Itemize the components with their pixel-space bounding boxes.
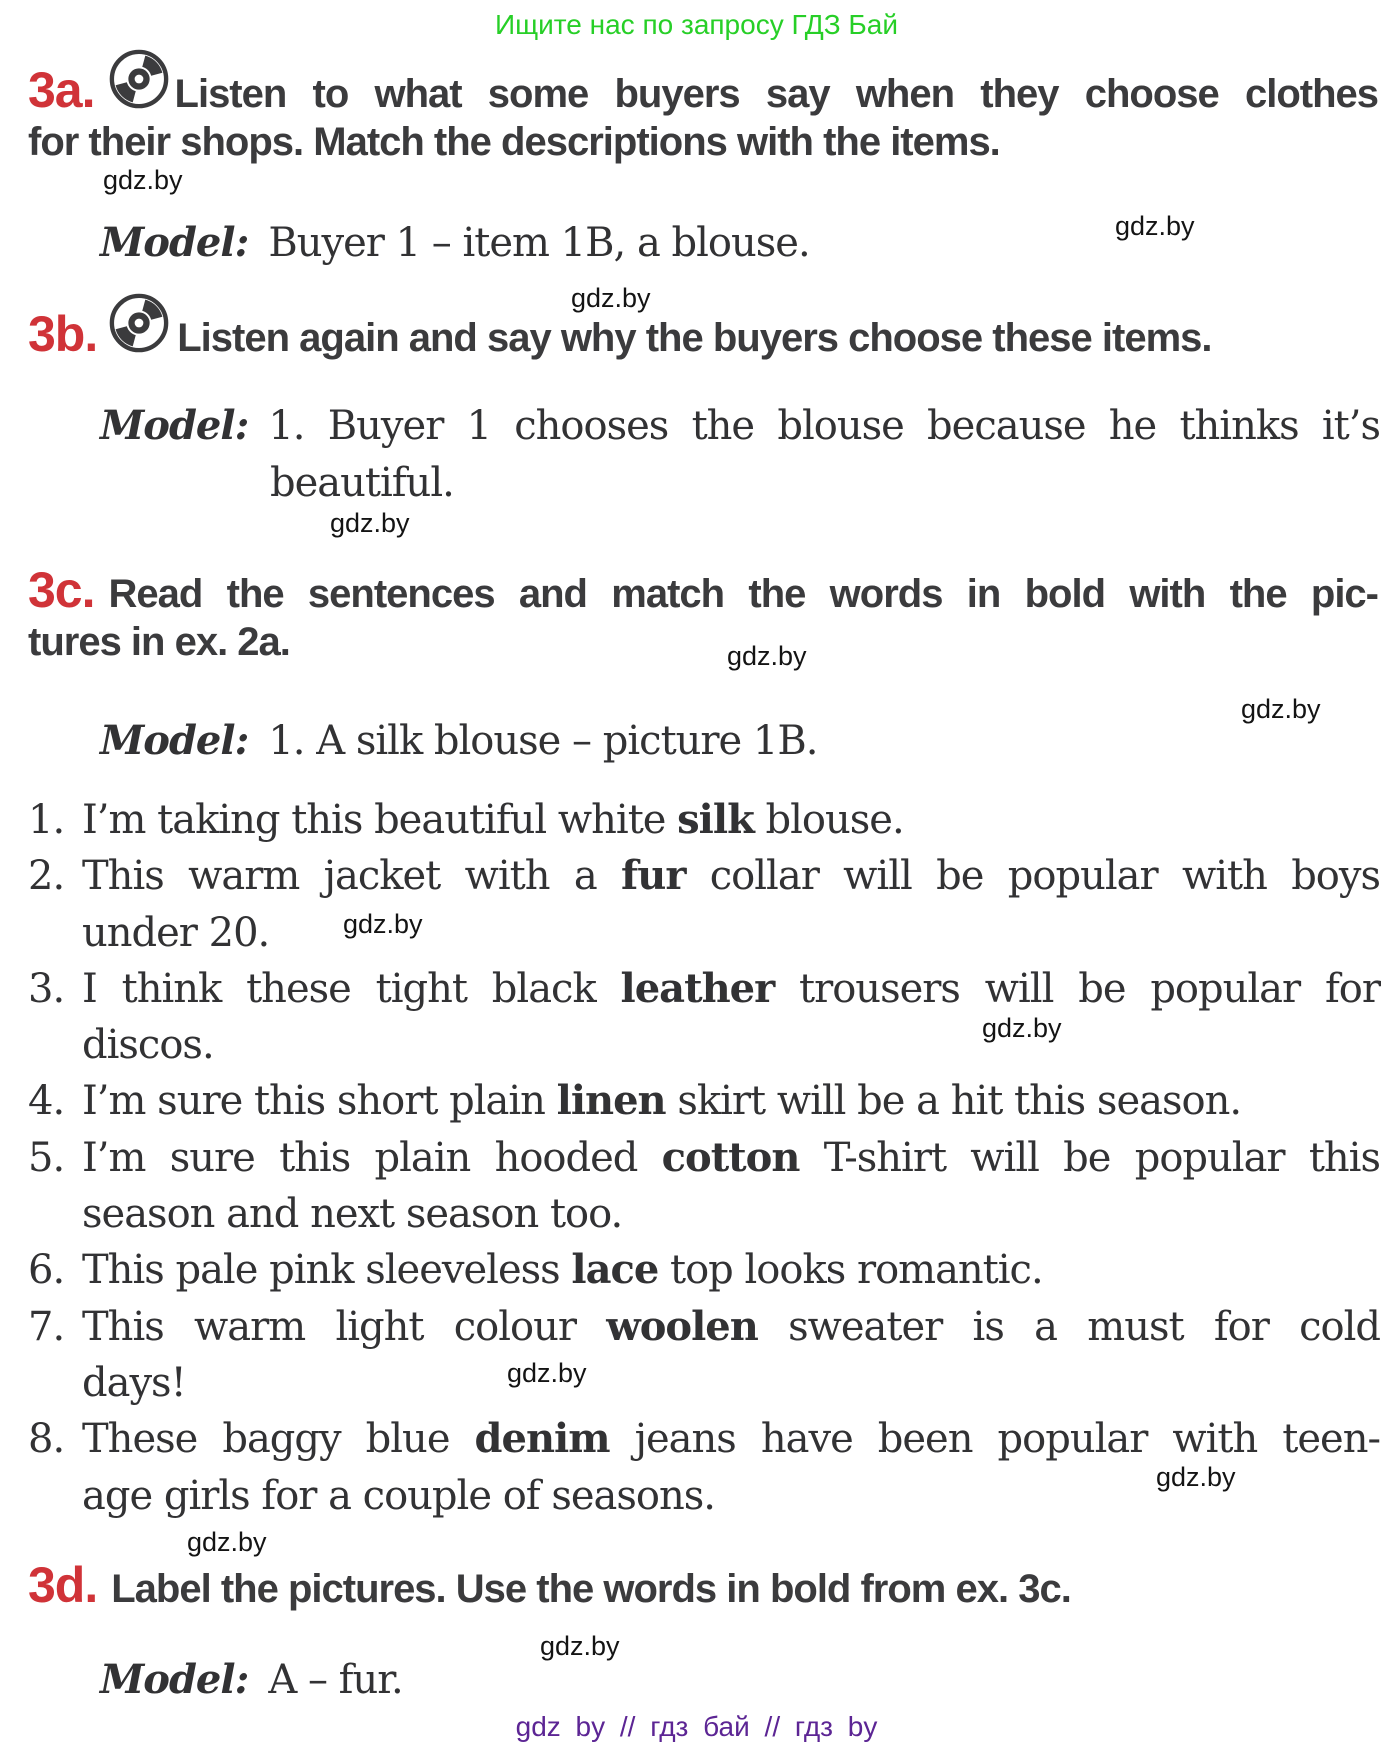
exercise-3c-heading bbox=[28, 562, 1378, 666]
heading-text: Label the pictures. Use the words in bold from ex. 3c. bbox=[111, 1567, 1071, 1611]
model-text: Buyer 1 – item 1B, a blouse. bbox=[268, 220, 810, 266]
audio-disc-icon bbox=[108, 48, 170, 110]
sentence-number: 7. bbox=[28, 1303, 65, 1350]
gdz-watermark: gdz.by bbox=[1156, 1462, 1236, 1492]
exercise-3b-heading bbox=[28, 306, 1378, 362]
gdz-watermark: gdz.by bbox=[343, 909, 423, 939]
gdz-watermark: gdz.by bbox=[571, 283, 651, 313]
gdz-watermark: gdz.by bbox=[507, 1358, 587, 1388]
sentence-text: top looks romantic. bbox=[658, 1247, 1043, 1294]
sentence-line bbox=[82, 848, 1380, 904]
sentence-item bbox=[28, 1130, 1380, 1243]
bold-word: silk bbox=[677, 796, 754, 843]
top-banner: Ищите нас по запросу ГДЗ Бай bbox=[494, 9, 899, 40]
heading-text: Listen to what some buyers say when they choose clothes bbox=[174, 72, 1378, 116]
heading-text: tures in ex. 2a. bbox=[28, 620, 290, 664]
sentence-line bbox=[82, 961, 1380, 1017]
sentence-number: 5. bbox=[28, 1134, 65, 1181]
sentence-item bbox=[28, 848, 1380, 961]
exercise-3d-heading bbox=[28, 1557, 1378, 1613]
model-text: 1. A silk blouse – picture 1B. bbox=[268, 718, 818, 764]
sentence-text: skirt will be a hit this season. bbox=[665, 1078, 1242, 1125]
sentence-line bbox=[82, 1355, 1380, 1411]
sentence-text: blouse. bbox=[753, 797, 904, 843]
model-example-3b bbox=[100, 397, 1380, 512]
bold-word: denim bbox=[474, 1415, 610, 1463]
model-text: 1. Buyer 1 chooses the blouse because he thinks it’s bbox=[268, 403, 1380, 449]
gdz-watermark: gdz.by bbox=[103, 165, 183, 195]
sentence-line bbox=[82, 1130, 1380, 1186]
exercise-number-3b: 3b. bbox=[28, 306, 98, 362]
exercise-number-3a: 3a. bbox=[28, 62, 95, 118]
sentence-number: 8. bbox=[28, 1416, 65, 1463]
sentence-line bbox=[82, 792, 1380, 848]
model-label: Model: bbox=[100, 219, 249, 266]
sentence-text: season and next season too. bbox=[82, 1191, 623, 1238]
sentence-text: This warm jacket with a bbox=[82, 853, 622, 900]
sentence-text: This warm light colour bbox=[82, 1303, 607, 1350]
gdz-watermark: gdz.by bbox=[1241, 694, 1321, 724]
sentence-text: jeans have been popular with teen- bbox=[609, 1416, 1380, 1463]
model-example-3c bbox=[100, 712, 1380, 770]
heading-text: for their shops. Match the descriptions with the items. bbox=[28, 120, 1000, 164]
sentence-number: 4. bbox=[28, 1078, 65, 1125]
gdz-watermark: gdz.by bbox=[982, 1013, 1062, 1043]
bottom-banner: gdz by // гдз бай // гдз by bbox=[515, 1711, 878, 1742]
bold-word: fur bbox=[621, 852, 686, 900]
model-label: Model: bbox=[100, 402, 249, 449]
model-text: beautiful. bbox=[270, 460, 454, 506]
sentence-number: 3. bbox=[28, 965, 65, 1012]
sentence-text: I’m taking this beautiful white bbox=[82, 797, 678, 843]
sentence-item bbox=[28, 1299, 1380, 1412]
sentence-item bbox=[28, 792, 1380, 848]
sentence-text: discos. bbox=[82, 1022, 214, 1069]
sentence-text: sweater is a must for cold bbox=[757, 1303, 1381, 1350]
sentence-item bbox=[28, 961, 1380, 1074]
gdz-watermark: gdz.by bbox=[727, 641, 807, 671]
sentence-line bbox=[82, 1073, 1380, 1129]
sentence-text: collar will be popular with boys bbox=[685, 853, 1381, 900]
sentence-line bbox=[82, 1242, 1380, 1298]
gdz-watermark: gdz.by bbox=[540, 1631, 620, 1661]
sentence-text: trousers will be popular for bbox=[774, 965, 1380, 1012]
sentence-text: These baggy blue bbox=[82, 1416, 475, 1463]
sentence-line bbox=[82, 1411, 1380, 1467]
sentence-line bbox=[82, 905, 1380, 961]
sentence-text: I think these tight black bbox=[82, 965, 621, 1012]
bold-word: leather bbox=[620, 964, 775, 1012]
model-example-3d bbox=[100, 1651, 1380, 1709]
heading-text: Listen again and say why the buyers choose these items. bbox=[177, 316, 1212, 360]
model-label: Model: bbox=[100, 717, 249, 764]
sentence-text: I’m sure this plain hooded bbox=[82, 1134, 662, 1181]
sentence-text: This pale pink sleeveless bbox=[82, 1247, 572, 1294]
exercise-3a-heading bbox=[28, 62, 1378, 166]
gdz-watermark: gdz.by bbox=[330, 508, 410, 538]
sentence-list bbox=[28, 792, 1380, 1524]
exercise-number-3d: 3d. bbox=[28, 1557, 98, 1613]
sentence-text: age girls for a couple of seasons. bbox=[82, 1472, 715, 1519]
exercise-number-3c: 3c. bbox=[28, 562, 95, 618]
sentence-text: days! bbox=[82, 1359, 186, 1406]
bold-word: lace bbox=[571, 1246, 659, 1294]
model-label: Model: bbox=[100, 1656, 249, 1703]
sentence-line bbox=[82, 1299, 1380, 1355]
sentence-number: 2. bbox=[28, 853, 65, 900]
sentence-text: T-shirt will be popular this bbox=[799, 1134, 1380, 1181]
gdz-watermark: gdz.by bbox=[1115, 211, 1195, 241]
bold-word: cotton bbox=[661, 1133, 800, 1181]
bold-word: woolen bbox=[606, 1302, 758, 1350]
gdz-watermark: gdz.by bbox=[187, 1527, 267, 1557]
model-text: A – fur. bbox=[268, 1657, 403, 1703]
sentence-item bbox=[28, 1242, 1380, 1298]
sentence-number: 1. bbox=[28, 797, 65, 843]
sentence-item bbox=[28, 1073, 1380, 1129]
sentence-number: 6. bbox=[28, 1247, 65, 1294]
bold-word: linen bbox=[556, 1077, 666, 1125]
sentence-text: under 20. bbox=[82, 909, 270, 956]
heading-text: Read the sentences and match the words in bold with the pic- bbox=[108, 572, 1378, 616]
sentence-line bbox=[82, 1186, 1380, 1242]
sentence-text: I’m sure this short plain bbox=[82, 1078, 557, 1125]
sentence-line bbox=[82, 1017, 1380, 1073]
audio-disc-icon bbox=[108, 292, 170, 354]
